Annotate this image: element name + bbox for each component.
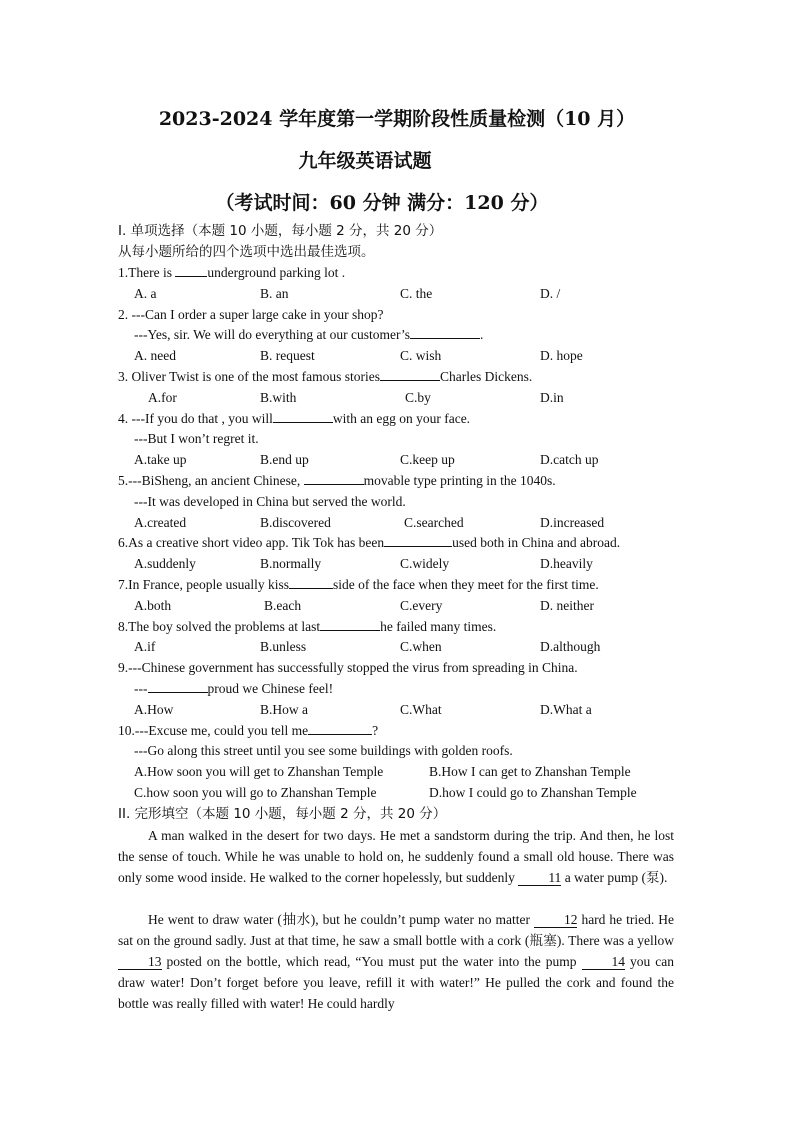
question-8-option-d: D.although bbox=[540, 639, 601, 654]
exam-info: （考试时间：60 分钟 满分：120 分） bbox=[215, 192, 549, 214]
question-5-stem-line2: ---It was developed in China but served the world. bbox=[134, 494, 406, 509]
question-1-option-d: D. / bbox=[540, 286, 561, 301]
question-4-option-b: B.end up bbox=[260, 452, 309, 467]
question-1-option-a: A. a bbox=[134, 286, 157, 301]
question-8-option-b: B.unless bbox=[260, 639, 307, 654]
question-7-stem: 7.In France, people usually kiss side of the face when they meet for the first time. bbox=[118, 577, 599, 592]
question-9-stem-line2: --- proud we Chinese feel! bbox=[134, 681, 334, 696]
question-9-option-a: A.How bbox=[134, 702, 174, 717]
question-5-option-b: B.discovered bbox=[260, 515, 331, 530]
question-6-option-c: C.widely bbox=[400, 556, 450, 571]
question-1-option-c: C. the bbox=[400, 286, 433, 301]
question-5-option-a: A.created bbox=[134, 515, 187, 530]
question-5-option-d: D.increased bbox=[540, 515, 605, 530]
question-4-stem-line2: ---But I won’t regret it. bbox=[134, 431, 259, 446]
question-5-stem: 5.---BiSheng, an ancient Chinese, movable type printing in the 1040s. bbox=[118, 473, 556, 488]
question-6-option-b: B.normally bbox=[260, 556, 322, 571]
question-8-stem: 8.The boy solved the problems at last he failed many times. bbox=[118, 619, 497, 634]
question-9-option-c: C.What bbox=[400, 702, 442, 717]
question-9-option-b: B.How a bbox=[260, 702, 308, 717]
question-4-option-d: D.catch up bbox=[540, 452, 599, 467]
section2-heading: II. 完形填空（本题 10 小题，每小题 2 分，共 20 分） bbox=[118, 806, 447, 822]
question-5-option-c: C.searched bbox=[404, 515, 464, 530]
question-7-option-d: D. neither bbox=[540, 598, 594, 613]
section1-heading: I. 单项选择（本题 10 小题，每小题 2 分，共 20 分） bbox=[118, 223, 443, 239]
question-2-option-b: B. request bbox=[260, 348, 315, 363]
question-8-option-c: C.when bbox=[400, 639, 442, 654]
question-10-option-c: C.how soon you will go to Zhanshan Temple bbox=[134, 785, 377, 800]
question-2-option-c: C. wish bbox=[400, 348, 442, 363]
cloze-blank-11: 11 bbox=[518, 871, 561, 886]
question-10-option-d: D.how I could go to Zhanshan Temple bbox=[429, 785, 637, 800]
question-2-option-a: A. need bbox=[134, 348, 176, 363]
cloze-paragraph-2: He went to draw water (抽水), but he couldn’t pump water no matter 12 hard he tried. He sat on the ground sadly. Just at that time, he saw a small bottle with a cork (瓶塞). There was a yellow 13 posted on the bottle, which read, “You must put the water into the pump 14 you can draw water! Don’t forget before you leave, refill it with water!” He pulled the cork and found the bottle was really filled with water! He could hardly bbox=[118, 912, 674, 1011]
cloze-blank-12: 12 bbox=[534, 913, 578, 928]
question-1-option-b: B. an bbox=[260, 286, 289, 301]
question-3-option-d: D.in bbox=[540, 390, 564, 405]
cloze-blank-13: 13 bbox=[118, 955, 162, 970]
question-7-option-c: C.every bbox=[400, 598, 443, 613]
question-7-option-b: B.each bbox=[264, 598, 302, 613]
section1-instruction: 从每小题所给的四个选项中选出最佳选项。 bbox=[118, 244, 375, 260]
question-10-option-a: A.How soon you will get to Zhanshan Temple bbox=[134, 764, 384, 779]
cloze-blank-14: 14 bbox=[582, 955, 626, 970]
question-4-option-c: C.keep up bbox=[400, 452, 455, 467]
question-3-option-a: A.for bbox=[148, 390, 177, 405]
question-2-stem: 2. ---Can I order a super large cake in your shop? bbox=[118, 307, 384, 322]
exam-title: 2023-2024 学年度第一学期阶段性质量检测（10 月） bbox=[158, 108, 636, 130]
question-9-option-d: D.What a bbox=[540, 702, 592, 717]
question-9-stem: 9.---Chinese government has successfully stopped the virus from spreading in China. bbox=[118, 660, 578, 675]
exam-subtitle: 九年级英语试题 bbox=[298, 150, 432, 172]
cloze-paragraph-1: A man walked in the desert for two days. He met a sandstorm during the trip. And then, he lost the sense of touch. While he was unable to hold on, he suddenly found a small old house. There was only some wood inside. He walked to the corner hopelessly, but suddenly 11 a water pump (泵). bbox=[118, 828, 674, 885]
question-1-stem: 1.There is underground parking lot . bbox=[118, 265, 346, 280]
question-10-stem: 10.---Excuse me, could you tell me ? bbox=[118, 723, 379, 738]
question-10-stem-line2: ---Go along this street until you see some buildings with golden roofs. bbox=[134, 743, 513, 758]
question-4-stem: 4. ---If you do that , you will with an egg on your face. bbox=[118, 411, 471, 426]
question-2-stem-line2: ---Yes, sir. We will do everything at our customer’s . bbox=[134, 327, 484, 342]
question-8-option-a: A.if bbox=[134, 639, 156, 654]
question-3-option-b: B.with bbox=[260, 390, 297, 405]
question-6-option-a: A.suddenly bbox=[134, 556, 196, 571]
question-3-stem: 3. Oliver Twist is one of the most famous stories Charles Dickens. bbox=[118, 369, 533, 384]
question-6-option-d: D.heavily bbox=[540, 556, 593, 571]
question-10-option-b: B.How I can get to Zhanshan Temple bbox=[429, 764, 631, 779]
question-3-option-c: C.by bbox=[405, 390, 431, 405]
question-4-option-a: A.take up bbox=[134, 452, 187, 467]
question-7-option-a: A.both bbox=[134, 598, 172, 613]
question-2-option-d: D. hope bbox=[540, 348, 583, 363]
question-6-stem: 6.As a creative short video app. Tik Tok has been used both in China and abroad. bbox=[118, 535, 621, 550]
